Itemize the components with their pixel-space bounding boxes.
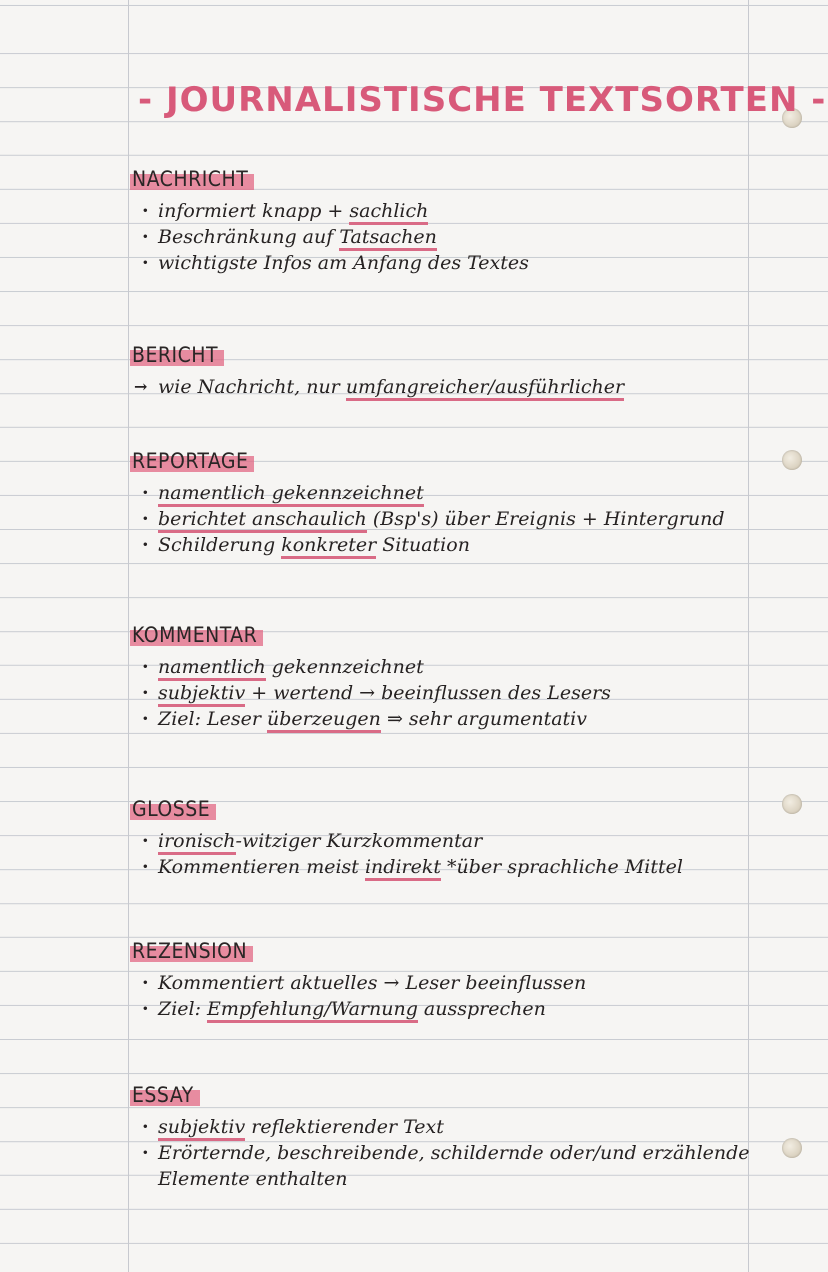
section-glosse xyxy=(130,796,750,880)
list-item: · namentlich gekennzeichnet xyxy=(130,654,750,680)
list-item: · subjektiv + wertend → beeinflussen des Lesers xyxy=(130,680,750,706)
list-item: · Kommentiert aktuelles → Leser beeinflussen xyxy=(130,970,750,996)
list-item: · Erörternde, beschreibende, schildernde oder/und erzählende xyxy=(130,1140,750,1166)
list-item: · Ziel: Leser überzeugen ⇒ sehr argumentativ xyxy=(130,706,750,732)
list-item: · Ziel: Empfehlung/Warnung aussprechen xyxy=(130,996,750,1022)
list-item: · Kommentieren meist indirekt *über sprachliche Mittel xyxy=(130,854,750,880)
section-heading: BERICHT xyxy=(130,342,224,368)
section-heading: KOMMENTAR xyxy=(130,622,263,648)
list-item: · Schilderung konkreter Situation xyxy=(130,532,750,558)
list-item: · ironisch-witziger Kurzkommentar xyxy=(130,828,750,854)
section-heading: ESSAY xyxy=(130,1082,200,1108)
page-title: - JOURNALISTISCHE TEXTSORTEN - xyxy=(138,80,827,120)
section-reportage xyxy=(130,448,750,558)
list-item-continuation: Elemente enthalten xyxy=(158,1168,348,1190)
section-essay xyxy=(130,1082,750,1192)
section-nachricht xyxy=(130,166,750,276)
section-rezension xyxy=(130,938,750,1022)
section-kommentar xyxy=(130,622,750,732)
list-item: · subjektiv reflektierender Text xyxy=(130,1114,750,1140)
list-item: · namentlich gekennzeichnet xyxy=(130,480,750,506)
list-item: → wie Nachricht, nur umfangreicher/ausführlicher xyxy=(130,374,750,400)
section-heading: NACHRICHT xyxy=(130,166,254,192)
list-item: · berichtet anschaulich (Bsp's) über Ereignis + Hintergrund xyxy=(130,506,750,532)
section-heading: REPORTAGE xyxy=(130,448,254,474)
list-item: · Beschränkung auf Tatsachen xyxy=(130,224,750,250)
list-item: · informiert knapp + sachlich xyxy=(130,198,750,224)
list-item: · wichtigste Infos am Anfang des Textes xyxy=(130,250,750,276)
section-heading: GLOSSE xyxy=(130,796,216,822)
section-heading: REZENSION xyxy=(130,938,253,964)
section-bericht xyxy=(130,342,750,400)
